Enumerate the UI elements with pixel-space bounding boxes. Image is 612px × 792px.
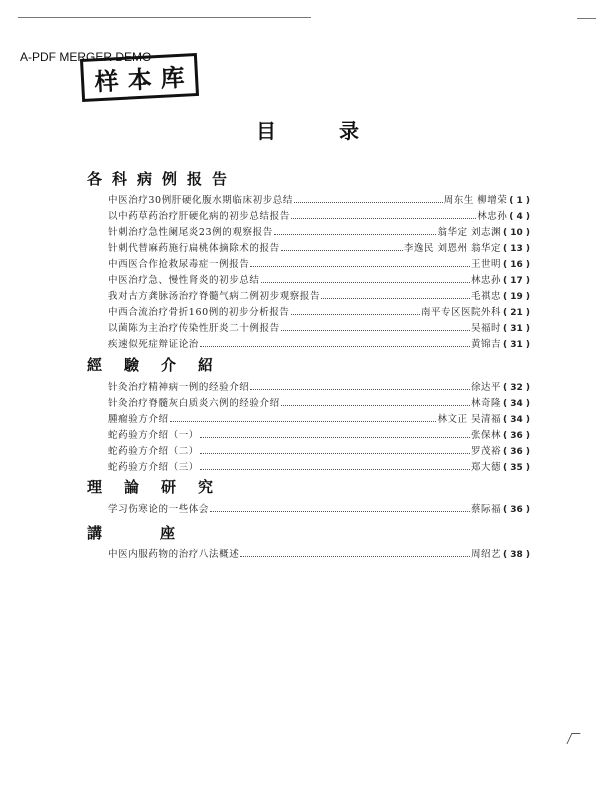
entry-title: 针灸治疗脊髓灰白质炎六例的经验介绍 [108, 398, 280, 409]
entry-page: ( 36 ) [502, 505, 530, 515]
toc-entry[interactable] [108, 240, 530, 254]
section-heading: 各科病例报告 [87, 170, 238, 188]
entry-title: 针灸治疗精神病一例的经验介绍 [108, 382, 250, 393]
toc-entry[interactable] [108, 256, 530, 270]
stamp-char: 库 [159, 63, 186, 93]
entry-title: 疾速似死症辩证论治 [108, 339, 199, 350]
entry-author: 林忠孙 [470, 275, 501, 286]
dot-leader [200, 461, 470, 470]
dot-leader [250, 258, 470, 267]
stamp-char: 本 [126, 65, 153, 95]
dot-leader [170, 413, 437, 422]
entry-author: 周东生 柳增荣 [443, 195, 508, 206]
entry-author: 翁华定 刘志渊 [437, 227, 501, 238]
entry-author: 南平专区医院外科 [420, 307, 501, 318]
entry-author: 罗茂裕 [470, 446, 501, 457]
toc-entry[interactable] [108, 304, 530, 318]
toc-entry[interactable] [108, 443, 530, 457]
toc-entry[interactable] [108, 501, 530, 515]
entry-page: ( 34 ) [502, 399, 530, 409]
dot-leader [240, 548, 470, 557]
entry-title: 腫瘤验方介绍 [108, 414, 169, 425]
entry-author: 吴福时 [470, 323, 501, 334]
entry-author: 黄锦吉 [470, 339, 501, 350]
dot-leader [321, 290, 470, 299]
entry-title: 学习伤寒论的一些体会 [108, 504, 210, 515]
scan-mark [566, 733, 580, 744]
entry-page: ( 31 ) [502, 324, 530, 334]
page-title [0, 115, 612, 145]
toc-entry[interactable] [108, 379, 530, 393]
toc-entry[interactable] [108, 336, 530, 350]
entry-author: 蔡际福 [470, 504, 501, 515]
toc-entry[interactable] [108, 192, 530, 206]
watermark-text: A-PDF MERGER DEMO [20, 50, 152, 64]
dot-leader [281, 397, 470, 406]
entry-page: ( 36 ) [502, 431, 530, 441]
entry-author: 林忠孙 [477, 211, 508, 222]
entry-author: 林奇隆 [470, 398, 501, 409]
toc-entry[interactable] [108, 320, 530, 334]
toc-entry[interactable] [108, 427, 530, 441]
toc-entry[interactable] [108, 395, 530, 409]
entry-author: 林文正 吴清福 [437, 414, 501, 425]
entry-page: ( 13 ) [502, 244, 530, 254]
entry-page: ( 36 ) [502, 447, 530, 457]
entry-title: 中医治疗30例肝硬化腹水期临床初步总结 [108, 195, 293, 206]
toc-entry[interactable] [108, 459, 530, 473]
entry-title: 针刺治疗急性阑尾炎23例的观察报告 [108, 227, 273, 238]
entry-title: 中西医合作抢救尿毒症一例报告 [108, 259, 250, 270]
dot-leader [291, 210, 476, 219]
title-char: 录 [339, 119, 359, 143]
entry-title: 蛇药验方介绍（三） [108, 462, 199, 473]
entry-title: 以中药草药治疗肝硬化病的初步总结报告 [108, 211, 290, 222]
entry-page: ( 32 ) [502, 383, 530, 393]
toc-entry[interactable] [108, 546, 530, 560]
stamp-char: 样 [93, 67, 120, 97]
entry-title: 蛇药验方介绍（一） [108, 430, 199, 441]
section-heading: 經驗介紹 [87, 356, 236, 374]
entry-page: ( 34 ) [502, 415, 530, 425]
entry-author: 毛祺忠 [470, 291, 501, 302]
toc-entry[interactable] [108, 288, 530, 302]
entry-title: 蛇药验方介绍（二） [108, 446, 199, 457]
entry-title: 以菌陈为主治疗传染性肝炎二十例报告 [108, 323, 280, 334]
entry-author: 周绍艺 [470, 549, 501, 560]
title-char: 目 [256, 119, 276, 143]
entry-page: ( 19 ) [502, 292, 530, 302]
entry-author: 李逸民 刘恩州 翁华定 [403, 243, 501, 254]
entry-title: 中西合流治疗骨折160例的初步分析报告 [108, 307, 290, 318]
entry-page: ( 10 ) [502, 228, 530, 238]
toc-entry[interactable] [108, 224, 530, 238]
top-rule [18, 17, 311, 18]
dot-leader [274, 226, 437, 235]
top-rule-right [577, 18, 596, 19]
dot-leader [250, 381, 470, 390]
entry-author: 郑大德 [470, 462, 501, 473]
entry-page: ( 35 ) [502, 463, 530, 473]
entry-author: 王世明 [470, 259, 501, 270]
dot-leader [200, 445, 470, 454]
entry-title: 我对古方龚脉汤治疗脊髓气病二例初步观察报告 [108, 291, 321, 302]
entry-page: ( 38 ) [502, 550, 530, 560]
dot-leader [281, 242, 403, 251]
dot-leader [261, 274, 470, 283]
entry-author: 张保林 [470, 430, 501, 441]
entry-title: 中医内服药物的治疗八法概述 [108, 549, 240, 560]
section-heading: 理論研究 [87, 478, 236, 496]
dot-leader [200, 338, 470, 347]
sample-library-stamp [80, 53, 199, 102]
dot-leader [294, 194, 443, 203]
dot-leader [281, 322, 470, 331]
dot-leader [200, 429, 470, 438]
entry-page: ( 1 ) [509, 196, 530, 206]
dot-leader [210, 503, 470, 512]
toc-entry[interactable] [108, 208, 530, 222]
dot-leader [291, 306, 420, 315]
entry-page: ( 16 ) [502, 260, 530, 270]
toc-entry[interactable] [108, 411, 530, 425]
entry-page: ( 21 ) [502, 308, 530, 318]
entry-page: ( 4 ) [509, 212, 530, 222]
entry-page: ( 31 ) [502, 340, 530, 350]
section-heading: 講座 [87, 524, 234, 542]
entry-title: 中医治疗急、慢性肾炎的初步总结 [108, 275, 260, 286]
entry-page: ( 17 ) [502, 276, 530, 286]
entry-author: 徐达平 [470, 382, 501, 393]
toc-entry[interactable] [108, 272, 530, 286]
entry-title: 针刺代替麻药施行扁桃体摘除术的报告 [108, 243, 280, 254]
